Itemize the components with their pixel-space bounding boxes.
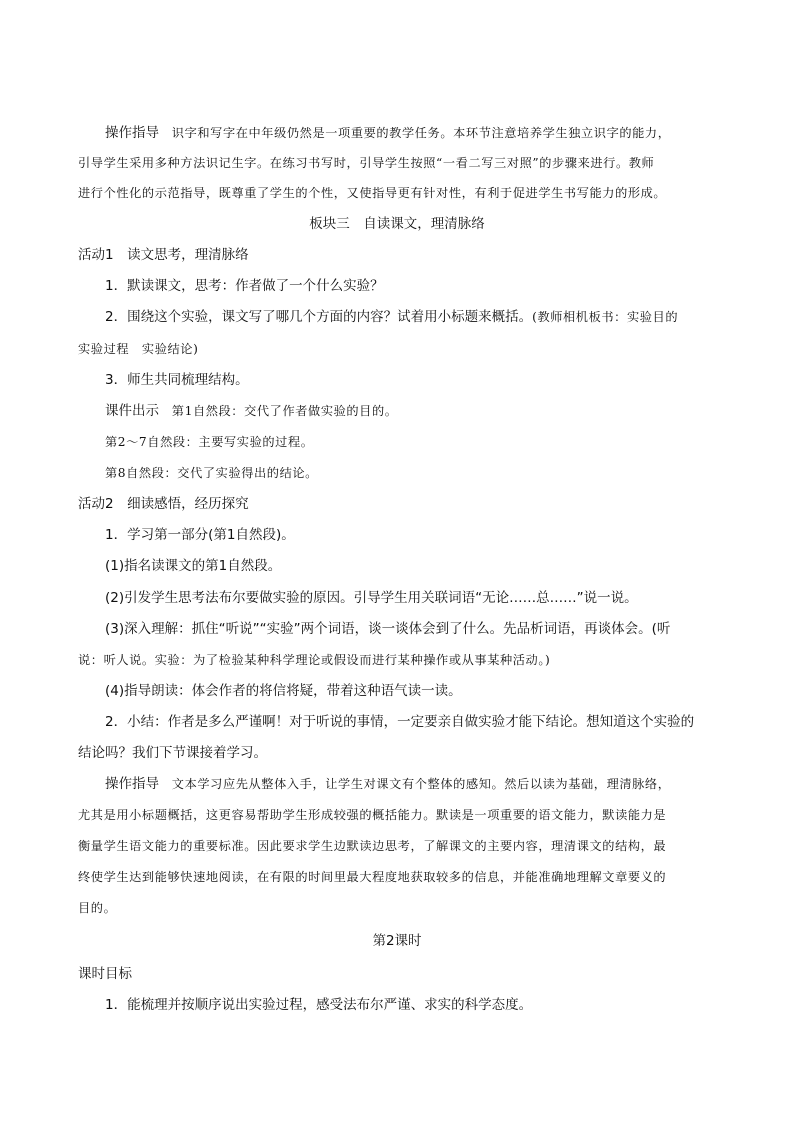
- courseware-item: 第8自然段：交代了实验得出的结论。: [105, 466, 318, 480]
- step-1: (1)指名读课文的第1自然段。: [105, 558, 282, 574]
- guide-line: 终使学生达到能够快速地阅读，在有限的时间里最大程度地获取较多的信息，并能准确地理解文章要义的: [78, 870, 667, 884]
- question-3: 3．师生共同梳理结构。: [105, 372, 249, 388]
- goals-title: 课时目标: [78, 966, 132, 982]
- guide-line: 衡量学生语文能力的重要标准。因此要求学生边默读边思考，了解课文的主要内容，理清课文的结构，最: [78, 839, 667, 853]
- guide-line: 进行个性化的示范指导，既尊重了学生的个性，又使指导更有针对性，有利于促进学生书写能力的形成。: [78, 186, 667, 200]
- courseware-lead: 课件出示: [105, 403, 159, 419]
- guide-lead: 操作指导: [105, 125, 159, 141]
- part-1: 1．学习第一部分(第1自然段)。: [105, 527, 295, 543]
- courseware-line: [105, 402, 745, 420]
- courseware-item: 第2～7自然段：主要写实验的过程。: [105, 435, 314, 449]
- guide-lead: 操作指导: [105, 776, 159, 792]
- step-4: (4)指导朗读：体会作者的将信将疑，带着这种语气读一读。: [105, 683, 462, 699]
- step-2: (2)引发学生思考法布尔要做实验的原因。引导学生用关联词语“无论……总……”说一说。: [105, 590, 638, 606]
- guide-text: 文本学习应先从整体入手，让学生对课文有个整体的感知。然后以读为基础，理清脉络，: [171, 777, 671, 791]
- activity-title: 活动2 细读感悟，经历探究: [78, 496, 249, 512]
- step-3-note: 说：听人说。实验：为了检验某种科学理论或假设而进行某种操作或从事某种活动。): [78, 653, 551, 667]
- summary-continued: 结论吗？我们下节课接着学习。: [78, 745, 267, 761]
- activity-title: 活动1 读文思考，理清脉络: [78, 247, 249, 263]
- guide-text: 识字和写字在中年级仍然是一项重要的教学任务。本环节注意培养学生独立识字的能力，: [171, 126, 671, 140]
- goal-1: 1．能梳理并按顺序说出实验过程，感受法布尔严谨、求实的科学态度。: [105, 997, 533, 1013]
- board-note-continued: 实验过程 实验结论): [78, 342, 199, 356]
- guide-line: 尤其是用小标题概括，这更容易帮助学生形成较强的概括能力。默读是一项重要的语文能力，默读能力是: [78, 808, 667, 822]
- section-title: 板块三 自读课文，理清脉络: [309, 216, 485, 232]
- summary: 2．小结：作者是多么严谨啊！对于听说的事情，一定要亲自做实验才能下结论。想知道这个实验的: [105, 714, 695, 730]
- guide-paragraph-1: [105, 124, 745, 142]
- board-note: (教师相机板书：实验目的: [532, 310, 679, 324]
- courseware-item: 第1自然段：交代了作者做实验的目的。: [171, 404, 398, 418]
- question-2-text: 2．围绕这个实验，课文写了哪几个方面的内容？试着用小标题来概括。: [105, 309, 533, 325]
- guide-line: 引导学生采用多种方法识记生字。在练习书写时，引导学生按照“一看二写三对照”的步骤来进行。教师: [78, 156, 655, 170]
- question-2: [105, 308, 745, 326]
- question-1: 1．默读课文，思考：作者做了一个什么实验？: [105, 278, 384, 294]
- step-3: (3)深入理解：抓住“听说”“实验”两个词语，谈一谈体会到了什么。先品析词语，再谈体会。(听: [105, 621, 671, 637]
- guide-paragraph-2: [105, 775, 745, 793]
- lesson-title: 第2课时: [372, 933, 422, 949]
- guide-line: 目的。: [78, 901, 117, 915]
